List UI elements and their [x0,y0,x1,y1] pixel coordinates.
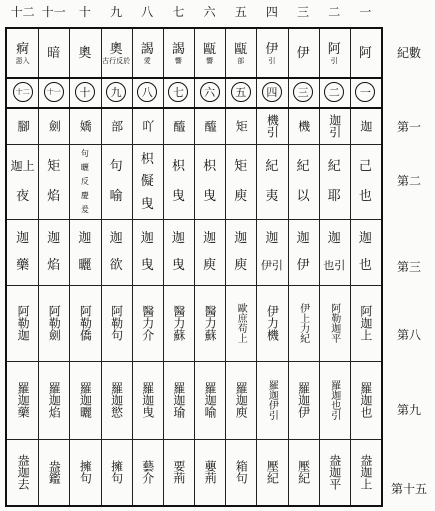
circled-number: 三 [293,82,313,102]
syllable-stack-cell [350,219,381,285]
syllable-cell [288,439,319,505]
syllable-stack-cell [256,219,287,285]
stack-char: 夷 [265,189,279,204]
syllable-text: 盎迦去 [16,454,31,490]
syllable-stack-cell [132,219,163,285]
syllable-text: 羅迦也 [358,382,373,418]
syllable-cell [256,439,287,505]
circled-number: 九 [106,82,126,102]
row-label: 第一 [396,120,421,134]
syllable-stack-cell [69,219,100,285]
syllable-cell [7,285,38,361]
column-number: 八 [141,5,154,19]
stack-char: 爰 [80,205,89,214]
column-number: 十二 [10,5,35,19]
syllable-char: 甌 [234,41,248,57]
circled-number: 七 [168,82,188,102]
stack-char: 迦 [358,231,372,246]
syllable-stack-cell [101,144,132,219]
syllable-text: 羅迦伊 [296,382,311,418]
row-label: 第十五 [390,482,427,496]
header-syllable-cell [194,29,225,77]
syllable-text: 阿勒句 [109,305,124,341]
row-label: 第八 [396,328,421,342]
syllable-cell [350,285,381,361]
column-number: 二 [328,5,341,19]
syllable-cell [132,107,163,144]
syllable-cell [319,361,350,439]
stack-char: 慶 [80,191,89,200]
syllable-cell [69,285,100,361]
syllable-text: 伊力機 [265,305,280,341]
stack-char: 矩 [47,159,61,174]
stack-char: 藥 [16,258,30,273]
stack-char: 曬 [80,163,89,172]
stack-char: 反 [80,177,89,186]
stack-char: 曳 [203,189,217,204]
syllable-text: 迦引 [327,113,342,138]
syllable-stack-cell [132,144,163,219]
syllable-text: 醯 [203,119,218,132]
syllable-text: 盎迦上 [358,454,373,490]
stack-char: 迦 [109,231,123,246]
syllable-text: 機引 [265,113,280,138]
syllable-char: 甌 [203,41,217,57]
syllable-cell [350,107,381,144]
syllable-text: 阿勒僑 [78,305,93,341]
syllable-text: 羅迦也引 [328,380,340,420]
syllable-stack-cell [38,219,69,285]
syllable-text: 醫力蘇 [171,305,186,341]
stack-char: 句 [109,159,123,174]
syllable-cell [101,285,132,361]
stack-char: 紀 [296,159,310,174]
syllable-text: 羅迦伊引 [266,380,278,420]
syllable-cell [38,439,69,505]
syllable-annotation: 引 [268,56,276,65]
syllable-char: 阿 [358,45,372,61]
syllable-text: 吖 [140,119,155,132]
syllable-stack-cell [194,219,225,285]
circled-number: 二 [324,82,344,102]
circled-number: 十 [75,82,95,102]
syllable-text: 羅迦曳 [140,382,155,418]
syllable-cell [225,107,256,144]
syllable-char: 伊 [296,45,310,61]
syllable-cell [225,285,256,361]
header-syllable-cell [69,29,100,77]
column-number: 九 [110,5,123,19]
syllable-char: 奧 [109,41,123,57]
syllable-text: 羅迦瑜 [171,382,186,418]
syllable-text: 醯 [171,119,186,132]
syllable-cell [163,107,194,144]
stack-char: 迦 [234,231,248,246]
stack-char: 焰 [47,258,61,273]
syllable-cell [132,361,163,439]
stack-char: 迦上 [10,159,35,174]
stack-char: 庾 [234,258,248,273]
syllable-text: 阿勒迦 [16,305,31,341]
syllable-text: 壓紀 [296,460,311,484]
circled-number: 六 [200,82,220,102]
syllable-stack-cell [350,144,381,219]
header-syllable-cell [256,29,287,77]
syllable-stack-cell [7,144,38,219]
syllable-text: 阿勒劍 [47,305,62,341]
syllable-cell [163,439,194,505]
stack-char: 庾 [234,189,248,204]
syllable-stack-cell [7,219,38,285]
stack-char: 迦 [203,231,217,246]
syllable-stack-cell [163,144,194,219]
syllable-cell [319,439,350,505]
syllable-stack-cell [319,219,350,285]
stack-char: 曬 [78,258,92,273]
syllable-stack-cell [288,144,319,219]
syllable-text: 醫力蘇 [203,305,218,341]
header-syllable-cell [101,29,132,77]
syllable-text: 羅迦曬 [78,382,93,418]
syllable-cell [319,107,350,144]
circled-number: 四 [262,82,282,102]
column-number: 五 [234,5,247,19]
row-label: 紀數 [396,46,421,60]
syllable-cell [194,361,225,439]
column-number: 六 [203,5,216,19]
syllable-text: 腳 [16,119,31,132]
syllable-cell [38,285,69,361]
header-syllable-cell [132,29,163,77]
stack-char: 耶 [327,189,341,204]
stack-char: 迦 [140,231,154,246]
circled-number-cell [69,77,100,107]
syllable-cell [38,107,69,144]
syllable-text: 阿勒迦平 [328,303,340,343]
circled-number-cell [319,77,350,107]
circled-number-cell [256,77,287,107]
syllable-text: 箱句 [234,460,249,484]
header-syllable-cell [163,29,194,77]
syllable-stack-cell [38,144,69,219]
syllable-annotation: 響 [174,56,182,65]
syllable-cell [69,107,100,144]
syllable-annotation: 古行反於 [102,56,131,65]
stack-char: 夜 [16,188,30,204]
row-label: 第九 [396,403,421,417]
circled-number: 十一 [44,82,64,102]
header-syllable-cell [319,29,350,77]
syllable-cell [350,439,381,505]
syllable-cell [7,107,38,144]
stack-char: 迦 [47,231,61,246]
syllable-text: 羅迦藥 [16,382,31,418]
syllable-cell [256,361,287,439]
stack-char: 曳 [140,258,154,273]
syllable-cell [256,285,287,361]
syllable-cell [194,439,225,505]
syllable-cell [319,285,350,361]
syllable-cell [225,361,256,439]
syllable-stack-cell [194,144,225,219]
stack-char: 迦 [78,231,92,246]
column-number: 一 [359,5,372,19]
stack-char: 喻 [109,189,123,204]
stack-char: 紀 [327,159,341,174]
column-number: 三 [297,5,310,19]
circled-number-cell [101,77,132,107]
stack-char: 也 [358,189,372,204]
syllable-cell [163,361,194,439]
header-syllable-cell [7,29,38,77]
syllable-text: 要荊 [171,460,186,484]
syllable-text: 伊上力紀 [297,303,309,343]
syllable-cell [69,361,100,439]
syllable-text: 盎鑑 [47,460,62,484]
syllable-cell [7,361,38,439]
syllable-char: 伊 [265,41,279,57]
circled-number: 五 [231,82,251,102]
syllable-stack-cell [225,144,256,219]
syllable-text: 壓紀 [265,460,280,484]
stack-char: 紀 [265,159,279,174]
circled-number-cell [132,77,163,107]
header-syllable-cell [288,29,319,77]
syllable-cell [225,439,256,505]
syllable-cell [101,361,132,439]
stack-char: 曳 [171,258,185,273]
syllable-text: 劍 [47,119,62,132]
circled-number: 十二 [13,82,33,102]
circled-number: 八 [137,82,157,102]
syllable-char: 奧 [78,45,92,61]
stack-char: 迦 [296,231,310,246]
syllable-annotation: 引 [330,56,338,65]
circled-number-cell [163,77,194,107]
stack-char: 迦 [16,231,30,246]
syllable-char: 痾 [16,41,30,57]
syllable-annotation: 部 [237,56,245,65]
syllable-cell [194,285,225,361]
stack-char: 伊引 [260,259,283,272]
syllable-text: 擁句 [109,460,124,484]
syllable-cell [132,285,163,361]
stack-char: 欲 [109,258,123,273]
syllable-char: 謁 [171,41,185,57]
column-number: 十 [78,5,91,19]
syllable-text: 擁句 [78,460,93,484]
stack-char: 曳 [171,189,185,204]
syllable-stack-cell [256,144,287,219]
stack-char: 曳 [140,196,154,212]
syllable-text: 藝介 [140,460,155,484]
syllable-cell [288,285,319,361]
stack-char: 也引 [323,259,346,272]
syllable-stack-cell [69,144,100,219]
syllable-char: 阿 [327,41,341,57]
syllable-text: 阿迦上 [358,305,373,341]
circled-number-cell [194,77,225,107]
row-label: 第二 [396,174,421,188]
stack-char: 儗 [140,174,154,189]
syllable-annotation: 響 [206,56,214,65]
syllable-text: 機 [296,119,311,132]
syllable-text: 醫力介 [140,305,155,341]
syllable-annotation: 惡入 [15,56,30,65]
syllable-cell [288,107,319,144]
syllable-text: 迦 [358,119,373,132]
stack-char: 庾 [203,258,217,273]
stack-char: 句 [80,149,89,158]
column-number: 十一 [41,5,66,19]
stack-char: 焰 [47,189,61,204]
circled-number-cell [7,77,38,107]
header-syllable-cell [350,29,381,77]
syllable-text: 羅迦喻 [203,382,218,418]
syllable-stack-cell [163,219,194,285]
stack-char: 也 [358,258,372,273]
syllable-cell [132,439,163,505]
syllable-char: 暗 [47,45,61,61]
syllable-text: 羅迦慾 [109,382,124,418]
syllable-cell [163,285,194,361]
circled-number: 一 [355,82,375,102]
syllable-cell [350,361,381,439]
syllable-cell [7,439,38,505]
header-syllable-cell [225,29,256,77]
syllable-text: 盎迦平 [327,454,342,490]
stack-char: 矩 [234,159,248,174]
syllable-stack-cell [101,219,132,285]
syllable-text: 蘡荊 [203,460,218,484]
column-number: 七 [172,5,185,19]
syllable-table [5,27,383,507]
header-syllable-cell [38,29,69,77]
stack-char: 以 [296,189,310,204]
syllable-annotation: 愛 [143,56,151,65]
syllable-text: 羅迦庾 [234,382,249,418]
stack-char: 枳 [203,159,217,174]
syllable-cell [69,439,100,505]
syllable-text: 矩 [234,119,249,132]
stack-char: 迦 [265,231,279,246]
syllable-cell [101,107,132,144]
circled-number-cell [38,77,69,107]
circled-number-cell [350,77,381,107]
stack-char: 枳 [140,151,154,167]
stack-char: 枳 [171,159,185,174]
stack-char: 伊 [296,258,310,273]
row-label: 第三 [396,260,421,274]
syllable-text: 嬌 [78,119,93,132]
syllable-text: 部 [109,119,124,132]
column-number: 四 [265,5,278,19]
syllable-cell [38,361,69,439]
syllable-stack-cell [319,144,350,219]
circled-number-cell [288,77,319,107]
syllable-char: 謁 [140,41,154,57]
syllable-stack-cell [288,219,319,285]
stack-char: 己 [358,159,372,174]
syllable-text: 歐庶苟上 [235,303,247,343]
circled-number-cell [225,77,256,107]
syllable-stack-cell [225,219,256,285]
syllable-cell [194,107,225,144]
syllable-cell [288,361,319,439]
syllable-cell [256,107,287,144]
syllable-cell [101,439,132,505]
stack-char: 迦 [171,231,185,246]
syllable-text: 羅迦焰 [47,382,62,418]
stack-char: 迦 [327,231,341,246]
